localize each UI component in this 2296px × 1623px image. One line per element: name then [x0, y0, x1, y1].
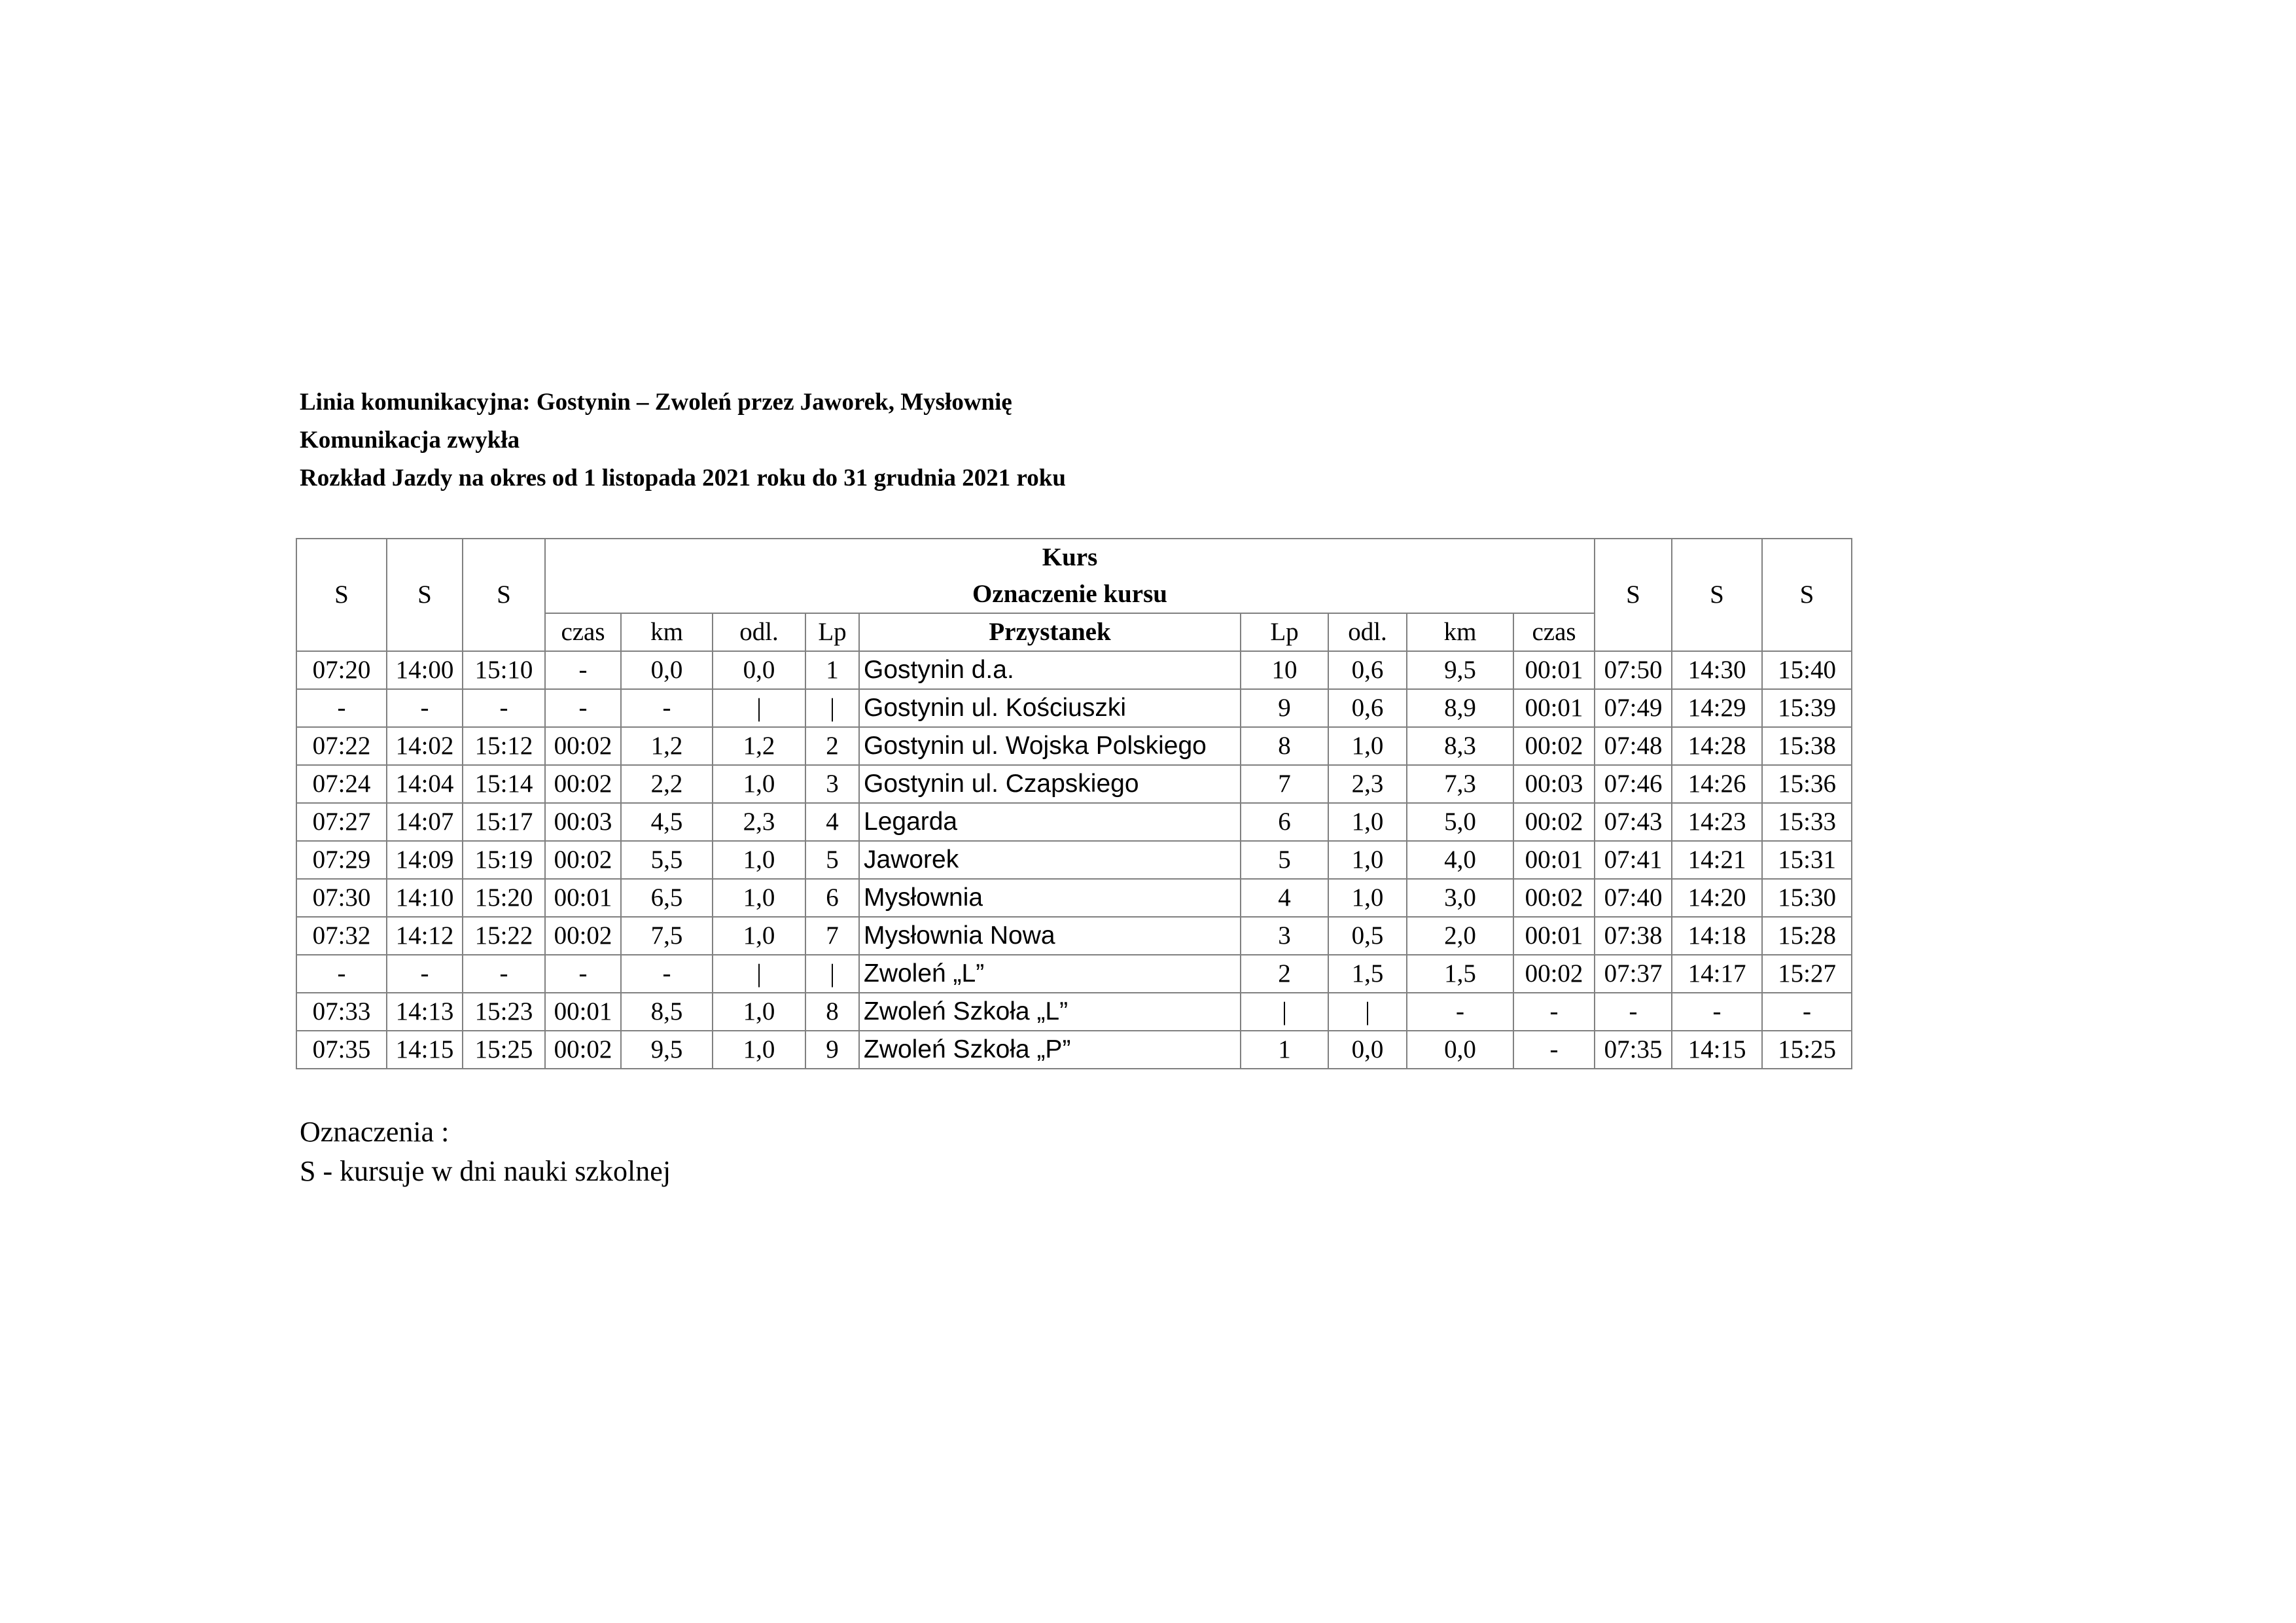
departure-time: 07:24 [296, 765, 387, 803]
stop-number: 9 [805, 1031, 859, 1069]
distance: 1,0 [713, 917, 805, 955]
cumulative-km: - [1407, 993, 1513, 1031]
cumulative-km: 4,5 [621, 803, 713, 841]
travel-time: 00:02 [1513, 879, 1595, 917]
return-time: 07:48 [1595, 727, 1672, 765]
return-time: 15:30 [1762, 879, 1852, 917]
kurs-header: Kurs [545, 539, 1595, 576]
left-course-symbol: S [463, 539, 545, 651]
line-title: Linia komunikacyjna: Gostynin – Zwoleń przez Jaworek, Mysłownię [300, 389, 1012, 416]
col-header-km: km [621, 613, 713, 651]
communication-type: Komunikacja zwykła [300, 427, 520, 454]
cumulative-km: 1,5 [1407, 955, 1513, 993]
legend-title: Oznaczenia : [300, 1116, 450, 1148]
return-time: 14:18 [1672, 917, 1762, 955]
stop-number: | [1241, 993, 1328, 1031]
return-time: 07:35 [1595, 1031, 1672, 1069]
cumulative-km: 4,0 [1407, 841, 1513, 879]
stop-number: 2 [1241, 955, 1328, 993]
distance: 0,0 [713, 651, 805, 689]
return-time: 07:37 [1595, 955, 1672, 993]
return-time: 15:28 [1762, 917, 1852, 955]
return-time: 14:28 [1672, 727, 1762, 765]
stop-number: 7 [805, 917, 859, 955]
col-header-przystanek: Przystanek [859, 613, 1241, 651]
cumulative-km: 8,9 [1407, 689, 1513, 727]
table-row [296, 765, 1852, 803]
return-time: 14:23 [1672, 803, 1762, 841]
return-time: 07:50 [1595, 651, 1672, 689]
departure-time: 15:10 [463, 651, 545, 689]
col-header-odl: odl. [713, 613, 805, 651]
departure-time: 14:12 [387, 917, 463, 955]
distance: 1,5 [1328, 955, 1407, 993]
col-header-km: km [1407, 613, 1513, 651]
travel-time: 00:03 [545, 803, 621, 841]
col-header-odl: odl. [1328, 613, 1407, 651]
return-time: 15:33 [1762, 803, 1852, 841]
left-course-symbol: S [296, 539, 387, 651]
cumulative-km: 2,0 [1407, 917, 1513, 955]
table-row [296, 879, 1852, 917]
departure-time: 07:29 [296, 841, 387, 879]
right-course-symbol: S [1672, 539, 1762, 651]
distance: 2,3 [713, 803, 805, 841]
cumulative-km: 5,0 [1407, 803, 1513, 841]
travel-time: 00:02 [1513, 803, 1595, 841]
departure-time: 15:25 [463, 1031, 545, 1069]
travel-time: - [545, 651, 621, 689]
departure-time: 14:04 [387, 765, 463, 803]
cumulative-km: 7,3 [1407, 765, 1513, 803]
distance: 1,0 [713, 879, 805, 917]
cumulative-km: 8,3 [1407, 727, 1513, 765]
cumulative-km: 7,5 [621, 917, 713, 955]
validity-period: Rozkład Jazdy na okres od 1 listopada 2021 roku do 31 grudnia 2021 roku [300, 465, 1066, 491]
return-time: 15:40 [1762, 651, 1852, 689]
return-time: 07:41 [1595, 841, 1672, 879]
distance: 0,6 [1328, 689, 1407, 727]
return-time: 14:20 [1672, 879, 1762, 917]
stop-number: 3 [1241, 917, 1328, 955]
stop-number: 9 [1241, 689, 1328, 727]
distance: 1,0 [713, 765, 805, 803]
departure-time: - [296, 689, 387, 727]
stop-name: Gostynin ul. Wojska Polskiego [859, 727, 1241, 765]
travel-time: - [545, 689, 621, 727]
oznaczenie-kursu-header: Oznaczenie kursu [545, 576, 1595, 613]
cumulative-km: 8,5 [621, 993, 713, 1031]
return-time: 07:40 [1595, 879, 1672, 917]
stop-name: Mysłownia [859, 879, 1241, 917]
return-time: 07:38 [1595, 917, 1672, 955]
return-time: - [1672, 993, 1762, 1031]
return-time: 07:46 [1595, 765, 1672, 803]
table-row [296, 803, 1852, 841]
return-time: 15:39 [1762, 689, 1852, 727]
cumulative-km: - [621, 689, 713, 727]
table-row [296, 955, 1852, 993]
stop-number: 5 [1241, 841, 1328, 879]
stop-number: 7 [1241, 765, 1328, 803]
departure-time: 07:30 [296, 879, 387, 917]
travel-time: - [1513, 993, 1595, 1031]
table-row [296, 917, 1852, 955]
cumulative-km: 6,5 [621, 879, 713, 917]
travel-time: 00:02 [545, 765, 621, 803]
distance: 0,0 [1328, 1031, 1407, 1069]
col-header-lp: Lp [805, 613, 859, 651]
cumulative-km: 2,2 [621, 765, 713, 803]
departure-time: - [387, 955, 463, 993]
cumulative-km: 3,0 [1407, 879, 1513, 917]
departure-time: 15:22 [463, 917, 545, 955]
stop-name: Gostynin d.a. [859, 651, 1241, 689]
cumulative-km: 5,5 [621, 841, 713, 879]
travel-time: 00:02 [545, 1031, 621, 1069]
legend [300, 1113, 671, 1191]
stop-name: Zwoleń Szkoła „L” [859, 993, 1241, 1031]
stop-number: 4 [1241, 879, 1328, 917]
return-time: - [1762, 993, 1852, 1031]
stop-number: 6 [805, 879, 859, 917]
return-time: 15:38 [1762, 727, 1852, 765]
return-time: 14:15 [1672, 1031, 1762, 1069]
stop-number: 3 [805, 765, 859, 803]
return-time: 07:43 [1595, 803, 1672, 841]
departure-time: 07:20 [296, 651, 387, 689]
travel-time: 00:02 [1513, 727, 1595, 765]
departure-time: 14:09 [387, 841, 463, 879]
travel-time: 00:01 [545, 879, 621, 917]
document-header [300, 383, 1066, 497]
departure-time: 14:10 [387, 879, 463, 917]
stop-name: Legarda [859, 803, 1241, 841]
return-time: 07:49 [1595, 689, 1672, 727]
distance: 0,6 [1328, 651, 1407, 689]
stop-name: Zwoleń Szkoła „P” [859, 1031, 1241, 1069]
table-row [296, 993, 1852, 1031]
return-time: 14:29 [1672, 689, 1762, 727]
distance: 0,5 [1328, 917, 1407, 955]
return-time: 14:26 [1672, 765, 1762, 803]
departure-time: 14:00 [387, 651, 463, 689]
travel-time: 00:01 [545, 993, 621, 1031]
return-time: - [1595, 993, 1672, 1031]
timetable [296, 538, 1852, 1069]
distance: 2,3 [1328, 765, 1407, 803]
right-course-symbol: S [1762, 539, 1852, 651]
departure-time: 07:32 [296, 917, 387, 955]
departure-time: 15:23 [463, 993, 545, 1031]
legend-item: S - kursuje w dni nauki szkolnej [300, 1155, 671, 1187]
return-time: 15:36 [1762, 765, 1852, 803]
distance: 1,2 [713, 727, 805, 765]
table-row [296, 1031, 1852, 1069]
col-header-lp: Lp [1241, 613, 1328, 651]
distance: | [713, 689, 805, 727]
departure-time: 14:02 [387, 727, 463, 765]
stop-number: | [805, 689, 859, 727]
return-time: 14:21 [1672, 841, 1762, 879]
stop-number: 8 [1241, 727, 1328, 765]
departure-time: - [463, 689, 545, 727]
col-header-czas: czas [1513, 613, 1595, 651]
distance: 1,0 [713, 841, 805, 879]
distance: 1,0 [713, 993, 805, 1031]
stop-number: 5 [805, 841, 859, 879]
travel-time: 00:02 [1513, 955, 1595, 993]
travel-time: 00:02 [545, 917, 621, 955]
return-time: 14:30 [1672, 651, 1762, 689]
return-time: 15:25 [1762, 1031, 1852, 1069]
stop-number: 4 [805, 803, 859, 841]
travel-time: 00:01 [1513, 841, 1595, 879]
table-row [296, 651, 1852, 689]
departure-time: 14:07 [387, 803, 463, 841]
travel-time: - [545, 955, 621, 993]
cumulative-km: 0,0 [621, 651, 713, 689]
return-time: 14:17 [1672, 955, 1762, 993]
left-course-symbol: S [387, 539, 463, 651]
stop-name: Mysłownia Nowa [859, 917, 1241, 955]
departure-time: 07:35 [296, 1031, 387, 1069]
departure-time: 07:22 [296, 727, 387, 765]
distance: 1,0 [1328, 879, 1407, 917]
travel-time: 00:03 [1513, 765, 1595, 803]
cumulative-km: 9,5 [621, 1031, 713, 1069]
col-header-czas: czas [545, 613, 621, 651]
travel-time: 00:02 [545, 841, 621, 879]
stop-number: 1 [805, 651, 859, 689]
departure-time: 15:17 [463, 803, 545, 841]
stop-number: 10 [1241, 651, 1328, 689]
travel-time: 00:01 [1513, 689, 1595, 727]
departure-time: - [463, 955, 545, 993]
stop-name: Zwoleń „L” [859, 955, 1241, 993]
departure-time: 14:13 [387, 993, 463, 1031]
departure-time: - [296, 955, 387, 993]
stop-name: Jaworek [859, 841, 1241, 879]
distance: | [1328, 993, 1407, 1031]
stop-number: 1 [1241, 1031, 1328, 1069]
departure-time: 15:19 [463, 841, 545, 879]
return-time: 15:31 [1762, 841, 1852, 879]
cumulative-km: 1,2 [621, 727, 713, 765]
departure-time: 15:14 [463, 765, 545, 803]
cumulative-km: 9,5 [1407, 651, 1513, 689]
travel-time: - [1513, 1031, 1595, 1069]
departure-time: - [387, 689, 463, 727]
distance: 1,0 [1328, 727, 1407, 765]
cumulative-km: - [621, 955, 713, 993]
travel-time: 00:01 [1513, 651, 1595, 689]
departure-time: 07:27 [296, 803, 387, 841]
right-course-symbol: S [1595, 539, 1672, 651]
stop-name: Gostynin ul. Czapskiego [859, 765, 1241, 803]
departure-time: 15:12 [463, 727, 545, 765]
departure-time: 14:15 [387, 1031, 463, 1069]
departure-time: 15:20 [463, 879, 545, 917]
stop-number: 8 [805, 993, 859, 1031]
distance: 1,0 [713, 1031, 805, 1069]
stop-number: | [805, 955, 859, 993]
distance: 1,0 [1328, 803, 1407, 841]
distance: | [713, 955, 805, 993]
cumulative-km: 0,0 [1407, 1031, 1513, 1069]
departure-time: 07:33 [296, 993, 387, 1031]
stop-number: 2 [805, 727, 859, 765]
table-row [296, 841, 1852, 879]
table-row [296, 689, 1852, 727]
travel-time: 00:01 [1513, 917, 1595, 955]
stop-name: Gostynin ul. Kościuszki [859, 689, 1241, 727]
table-row [296, 727, 1852, 765]
return-time: 15:27 [1762, 955, 1852, 993]
stop-number: 6 [1241, 803, 1328, 841]
distance: 1,0 [1328, 841, 1407, 879]
travel-time: 00:02 [545, 727, 621, 765]
